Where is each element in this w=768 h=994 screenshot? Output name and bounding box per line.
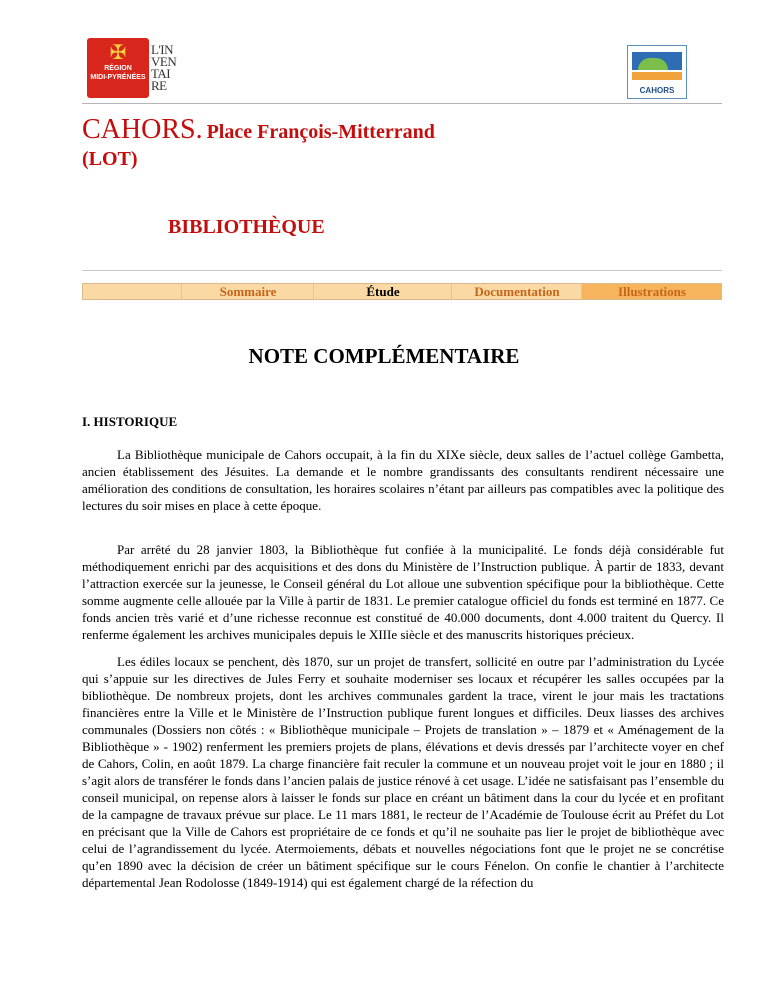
occitan-cross-icon: ✠ — [109, 42, 127, 64]
inventaire-logo-line: RE — [151, 78, 167, 93]
region-midi-pyrenees-logo — [87, 38, 149, 98]
logo-bridge — [632, 72, 682, 80]
title-divider — [82, 270, 722, 271]
title-city: CAHORS. — [82, 114, 203, 145]
inventaire-logo-line: L'IN — [151, 42, 174, 57]
inventaire-logo-line: TAI — [151, 66, 171, 81]
nav-link-sommaire[interactable]: Sommaire — [181, 284, 314, 299]
title-department: (LOT) — [82, 148, 138, 170]
logo-hill — [638, 58, 668, 70]
title-place: Place François-Mitterrand — [206, 121, 435, 143]
region-logo-line: RÉGION — [104, 65, 132, 72]
inventaire-logo — [151, 44, 217, 94]
header-divider — [82, 103, 722, 104]
page-title — [82, 114, 435, 146]
section-nav-bar — [82, 283, 722, 300]
nav-link-etude[interactable]: Étude — [313, 284, 452, 299]
cahors-city-logo — [627, 45, 687, 99]
note-title: NOTE COMPLÉMENTAIRE — [248, 344, 520, 368]
nav-link-illustrations[interactable]: Illustrations — [581, 284, 722, 299]
body-paragraph: Par arrêté du 28 janvier 1803, la Bibliothèque fut confiée à la municipalité. Le fonds déjà considérable fut méthodiquement enrichi par des acquisitions et des dons du Ministère de l’Instruction publique. À partir de 1833, devant l’attraction exercée sur la jeunesse, le Conseil général du Lot alloue une subvention spécifique pour la bibliothèque. Cette somme augmente celle allouée par la Ville à partir de 1831. Le premier catalogue officiel du fonds est terminé en 1877. Ce fonds ancien très varié et d’une richesse reconnue est constitué de 40.000 documents, dont 4.000 traitent du Quercy. Il renferme également les archives municipales depuis le XIIIe siècle et des manuscrits historiques précieux. — [82, 542, 724, 642]
body-paragraph: Les édiles locaux se penchent, dès 1870, sur un projet de transfert, sollicité en outre par l’administration du Lycée qui s’appuie sur les directives de Jules Ferry et souhaite moderniser ses locaux et récupérer les salles occupées par la bibliothèque. De nombreux projets, dont les archives communales gardent la trace, virent le jour mais les tractations financières entre la Ville et le Ministère de l’Instruction publique furent longues et difficiles. Deux liasses des archives communales (Dossiers non côtés : « Bibliothèque municipale – Projets de translation » – 1879 et « Aménagement de la Bibliothèque » - 1902) renferment les premiers projets de plans, élévations et devis dressés par l’architecte voyer en chef de Cahors, Colin, en août 1879. La charge financière fait reculer la commune et un nouveau projet voit le jour en 1880 ; il s’agit alors de transférer le fonds dans l’ancien palais de justice rénové à cet usage. L’idée ne satisfaisant pas l’ensemble du conseil municipal, on repense alors à laisser le fonds sur place en créant un bâtiment dans la cour du lycée et en profitant de la campagne de travaux prévue sur place. Le 11 mars 1881, le recteur de l’Académie de Toulouse écrit au Préfet du Lot en précisant que la Ville de Cahors est propriétaire de ce fonds et qu’il ne souhaite pas lier le projet de bibliothèque avec celui de l’agrandissement du lycée. Atermoiements, débats et nouvelles négociations font que le projet ne se concrétise qu’en 1890 avec la décision de créer un bâtiment spécifique sur le cours Fénelon. On confie le chantier à l’architecte départemental Jean Rodolosse (1849-1914) qui est également chargé de la réfection du — [82, 654, 724, 890]
inventaire-logo-line: VEN — [151, 54, 177, 69]
region-logo-line: MIDI-PYRÉNÉES — [90, 74, 146, 81]
cahors-logo-text: CAHORS — [639, 86, 675, 95]
section-heading: I. HISTORIQUE — [82, 414, 178, 429]
building-title: BIBLIOTHÈQUE — [168, 216, 325, 238]
body-paragraph: La Bibliothèque municipale de Cahors occupait, à la fin du XIXe siècle, deux salles de l’actuel collège Gambetta, ancien établissement des Jésuites. La demande et le nombre grandissants des consultants rendirent nécessaire une amélioration des conditions de consultation, les horaires scolaires n’étant par ailleurs pas compatibles avec la politique des lectures du soir mises en place à cette époque. — [82, 447, 724, 513]
nav-link-documentation[interactable]: Documentation — [451, 284, 582, 299]
